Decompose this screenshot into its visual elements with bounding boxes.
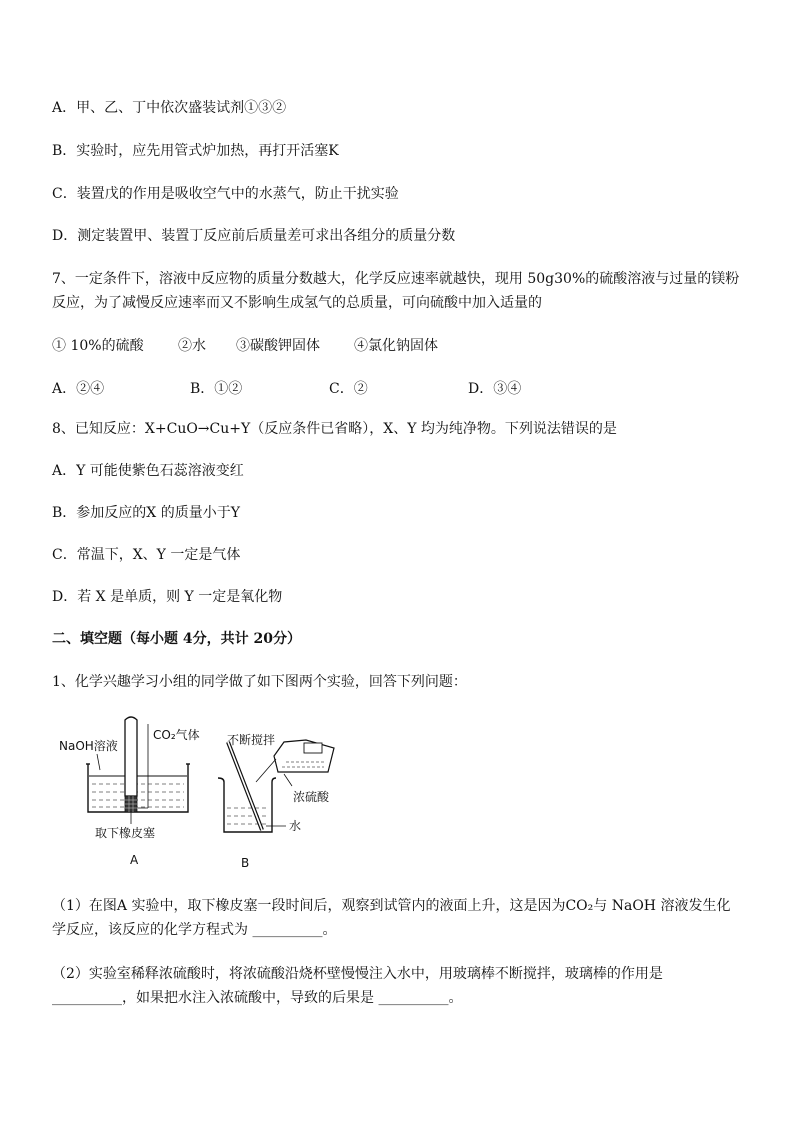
q8-stem: 8、已知反应：X+CuO→Cu+Y（反应条件已省略），X、Y 均为纯净物。下列说法错误的是	[52, 421, 617, 437]
q7-reagents	[52, 337, 438, 355]
q6-option-d: D．测定装置甲、装置丁反应前后质量差可求出各组分的质量分数	[52, 228, 456, 244]
q8-option-a: A．Y 可能使紫色石蕊溶液变红	[52, 463, 244, 479]
naoh-label: NaOH溶液	[59, 739, 118, 753]
q7-option-c: C．②	[329, 381, 368, 397]
apparatus-a	[59, 717, 200, 867]
q6-option-c: C．装置戊的作用是吸收空气中的水蒸气，防止干扰实验	[52, 186, 399, 202]
caption-b: B	[241, 856, 250, 870]
co2-label: CO₂气体	[153, 728, 200, 742]
q7-reagent-2: ②水	[178, 338, 206, 354]
q7-option-a: A．②④	[52, 381, 105, 397]
q7-stem: 7、一定条件下，溶液中反应物的质量分数越大，化学反应速率就越快，现用 50g30%的硫酸溶液与过量的镁粉反应，为了减慢反应速率而又不影响生成氢气的总质量，可向硫酸中加入适量的	[52, 271, 740, 311]
q2-1-part2: （2）实验室稀释浓硫酸时，将浓硫酸沿烧杯壁慢慢注入水中，用玻璃棒不断搅拌，玻璃棒的作用是__________，如果把水注入浓硫酸中，导致的后果是 __________。	[52, 966, 663, 1006]
q8-option-d: D．若 X 是单质，则 Y 一定是氧化物	[52, 589, 283, 605]
acid-label: 浓硫酸	[293, 790, 330, 804]
q2-1-part1: （1）在图A 实验中，取下橡皮塞一段时间后，观察到试管内的液面上升，这是因为CO₂与 NaOH 溶液发生化学反应，该反应的化学方程式为 __________。	[52, 898, 731, 938]
q6-option-b: B．实验时，应先用管式炉加热，再打开活塞K	[52, 143, 339, 159]
caption-a: A	[130, 853, 139, 867]
water-label: 水	[289, 819, 302, 833]
q8-option-c: C．常温下，X、Y 一定是气体	[52, 547, 241, 563]
q7-options	[52, 380, 521, 398]
q2-1-stem: 1、化学兴趣学习小组的同学做了如下图两个实验，回答下列问题：	[52, 674, 467, 690]
q7-reagent-1: ① 10%的硫酸	[52, 338, 144, 354]
q7-option-d: D．③④	[468, 381, 522, 397]
q6-option-a: A．甲、乙、丁中依次盛装试剂①③②	[52, 100, 287, 116]
apparatus-b	[218, 732, 334, 870]
stir-label: 不断搅拌	[227, 733, 276, 747]
experiment-figure	[52, 712, 352, 872]
stopper-label: 取下橡皮塞	[95, 826, 156, 840]
q7-option-b: B．①②	[190, 381, 243, 397]
section-title: 二、填空题（每小题 4分，共计 20分）	[52, 631, 301, 647]
q8-option-b: B．参加反应的X 的质量小于Y	[52, 505, 240, 521]
q7-reagent-3: ③碳酸钾固体	[236, 338, 320, 354]
q7-reagent-4: ④氯化钠固体	[354, 338, 438, 354]
